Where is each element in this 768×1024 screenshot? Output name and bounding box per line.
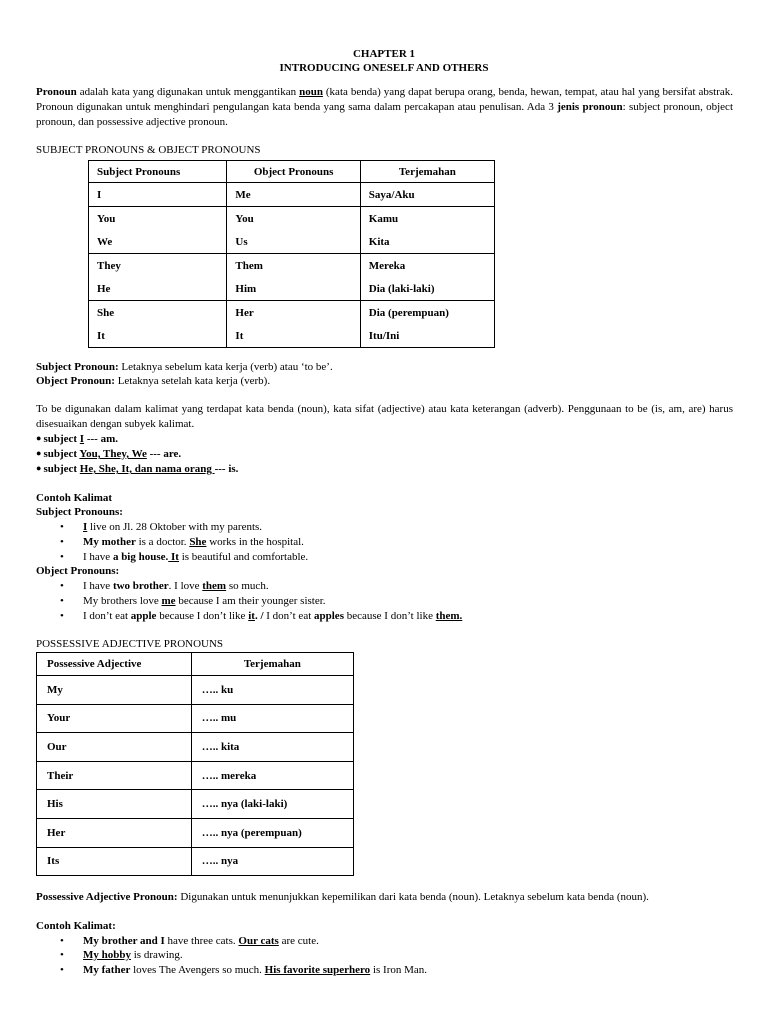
section-heading-subject-object: SUBJECT PRONOUNS & OBJECT PRONOUNS xyxy=(36,144,261,156)
bullet-icon: ● xyxy=(36,448,42,458)
pronoun-term: Pronoun xyxy=(36,86,77,98)
list-item: My mother is a doctor. She works in the hospital. xyxy=(83,536,304,548)
list-item: I have two brother. I love them so much. xyxy=(83,580,269,592)
bullet-icon: • xyxy=(60,580,64,592)
object-pronoun-note: Object Pronoun: Letaknya setelah kata kerja (verb). xyxy=(36,375,271,387)
table-row: He Him Dia (laki-laki) xyxy=(89,277,495,301)
bullet-icon: • xyxy=(60,595,64,607)
table-row: Our ….. kita xyxy=(37,733,354,762)
list-item: I have a big house. It is beautiful and comfortable. xyxy=(83,551,309,563)
chapter-title: INTRODUCING ONESELF AND OTHERS xyxy=(279,62,489,74)
possessive-note: Possessive Adjective Pronoun: Digunakan untuk menunjukkan kepemilikan dari kata benda (noun). Letaknya sebelum kata benda (noun). xyxy=(36,891,649,903)
bullet-icon: • xyxy=(60,964,64,976)
column-header: Terjemahan xyxy=(360,161,494,183)
list-item: My brother and I have three cats. Our cats are cute. xyxy=(83,935,319,947)
object-examples-heading: Object Pronouns: xyxy=(36,565,120,577)
section-heading-possessive: POSSESSIVE ADJECTIVE PRONOUNS xyxy=(36,638,224,650)
table-row: His ….. nya (laki-laki) xyxy=(37,790,354,819)
jenis-pronoun-term: jenis pronoun xyxy=(557,101,623,113)
table-row: It It Itu/Ini xyxy=(89,324,495,348)
to-be-paragraph: To be digunakan dalam kalimat yang terdapat kata benda (noun), kata sifat (adjective) atau kata keterangan (adverb). Penggunaan to be (is, am, are) harus disesuaikan dengan subyek kalimat. xyxy=(36,403,733,430)
column-header: Object Pronouns xyxy=(227,161,360,183)
table-row: Their ….. mereka xyxy=(37,761,354,790)
subject-pronoun-note: Subject Pronoun: Letaknya sebelum kata kerja (verb) atau ‘to be’. xyxy=(36,361,333,373)
bullet-icon: • xyxy=(60,551,64,563)
subject-examples-heading: Subject Pronouns: xyxy=(36,506,123,518)
to-be-rule-are: ● subject You, They, We --- are. xyxy=(36,448,182,460)
examples2-heading: Contoh Kalimat: xyxy=(36,920,116,932)
bullet-icon: • xyxy=(60,949,64,961)
table-row: Its ….. nya xyxy=(37,847,354,876)
list-item: My hobby is drawing. xyxy=(83,949,183,961)
table-row: She Her Dia (perempuan) xyxy=(89,301,495,325)
column-header: Subject Pronouns xyxy=(89,161,227,183)
to-be-rule-am: ● subject I --- am. xyxy=(36,433,118,445)
column-header: Possessive Adjective xyxy=(37,653,192,676)
subject-object-table xyxy=(88,160,495,348)
table-row: Your ….. mu xyxy=(37,704,354,733)
intro-paragraph: Pronoun adalah kata yang digunakan untuk menggantikan noun (kata benda) yang dapat berupa orang, benda, hewan, tempat, atau hal yang bersifat abstrak. Pronoun digunakan untuk menghindari pengulangan kata benda yang sama dalam percakapan atau penulisan. Ada 3 jenis pronoun: subject pronoun, object pronoun, dan possessive adjective pronoun. xyxy=(36,86,733,128)
bullet-icon: • xyxy=(60,536,64,548)
list-item: My father loves The Avengers so much. His favorite superhero is Iron Man. xyxy=(83,964,428,976)
table-row: They Them Mereka xyxy=(89,254,495,278)
table-row: Her ….. nya (perempuan) xyxy=(37,818,354,847)
table-header-row xyxy=(37,653,354,676)
possessive-table xyxy=(36,652,354,876)
table-row: I Me Saya/Aku xyxy=(89,183,495,207)
table-row: You You Kamu xyxy=(89,207,495,231)
bullet-icon: ● xyxy=(36,433,42,443)
list-item: I live on Jl. 28 Oktober with my parents. xyxy=(83,521,263,533)
bullet-icon: • xyxy=(60,610,64,622)
bullet-icon: • xyxy=(60,521,64,533)
examples-heading: Contoh Kalimat xyxy=(36,492,113,504)
table-header-row xyxy=(89,161,495,183)
column-header: Terjemahan xyxy=(191,653,353,676)
chapter-label: CHAPTER 1 xyxy=(352,48,416,60)
table-row: We Us Kita xyxy=(89,230,495,254)
bullet-icon: • xyxy=(60,935,64,947)
to-be-rule-is: ● subject He, She, It, dan nama orang --- is. xyxy=(36,463,239,475)
bullet-icon: ● xyxy=(36,463,42,473)
noun-term: noun xyxy=(299,86,323,98)
list-item: I don’t eat apple because I don’t like it. / I don’t eat apples because I don’t like them. xyxy=(83,610,463,622)
table-row: My ….. ku xyxy=(37,676,354,705)
list-item: My brothers love me because I am their younger sister. xyxy=(83,595,326,607)
